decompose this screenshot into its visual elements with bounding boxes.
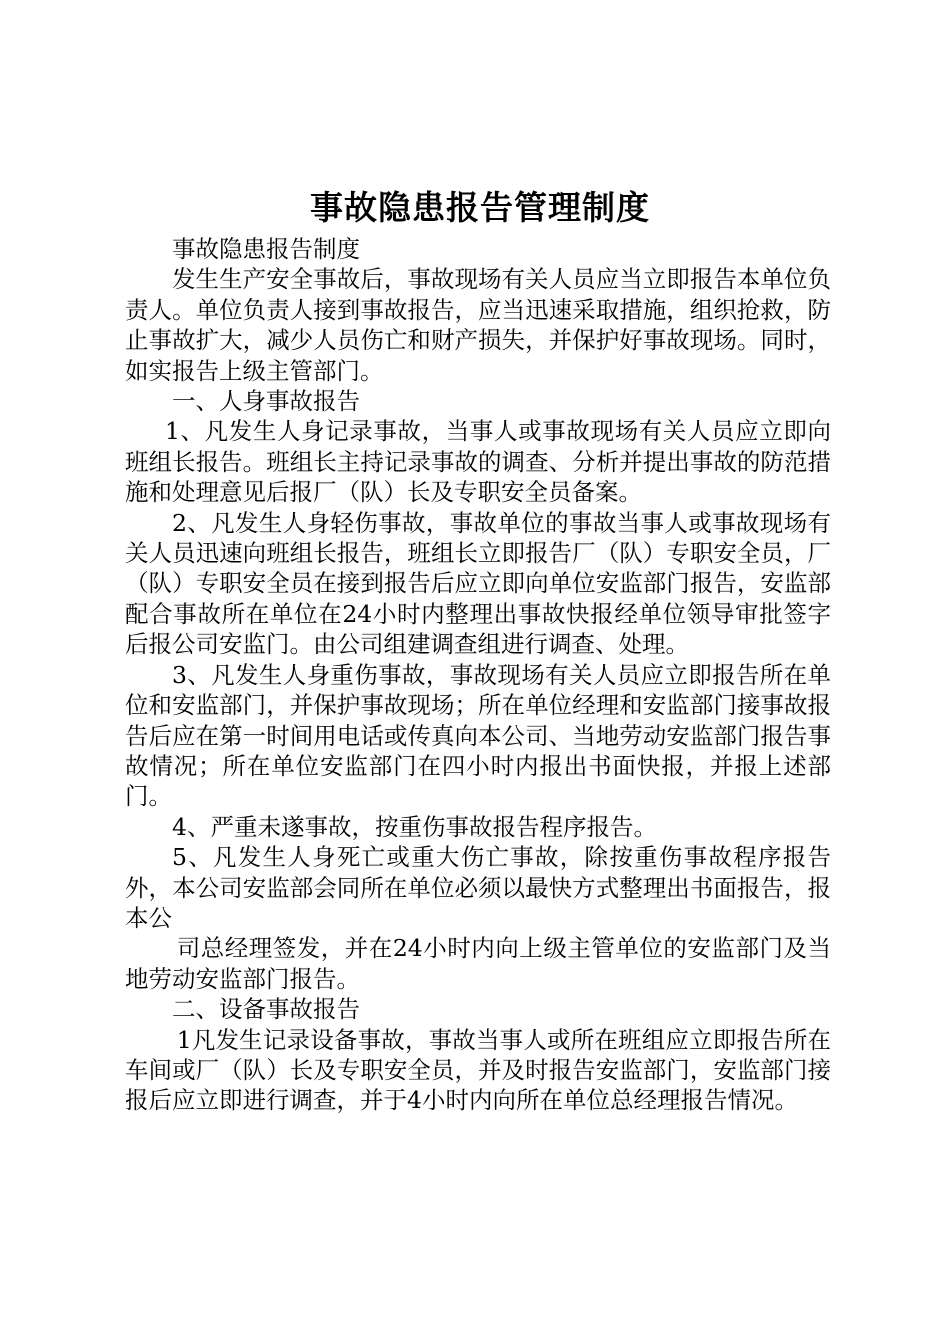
document-body <box>125 234 831 1116</box>
paragraph-item-4: 4、严重未遂事故，按重伤事故报告程序报告。 <box>172 812 657 841</box>
document-title: 事故隐患报告管理制度 <box>310 188 650 227</box>
paragraph-item-5-continued: 司总经理签发，并在24小时内向上级主管单位的安监部门及当地劳动安监部门报告。 <box>125 934 831 993</box>
paragraph-item-5: 5、凡发生人身死亡或重大伤亡事故，除按重伤事故程序报告外，本公司安监部会同所在单位必须以最快方式整理出书面报告，报本公 <box>125 843 831 932</box>
section-heading-equipment-accident: 二、设备事故报告 <box>172 995 360 1024</box>
paragraph-equipment-item-1: 1凡发生记录设备事故，事故当事人或所在班组应立即报告所在车间或厂（队）长及专职安全员，并及时报告安监部门，安监部门接报后应立即进行调查，并于4小时内向所在单位总经理报告情况。 <box>125 1025 831 1115</box>
section-heading-personal-accident: 一、人身事故报告 <box>172 387 360 416</box>
paragraph-subtitle: 事故隐患报告制度 <box>172 235 360 263</box>
paragraph-item-1: 1、凡发生人身记录事故，当事人或事故现场有关人员应立即向班组长报告。班组长主持记录事故的调查、分析并提出事故的防范措施和处理意见后报厂（队）长及专职安全员备案。 <box>125 417 831 507</box>
paragraph-intro: 发生生产安全事故后，事故现场有关人员应当立即报告本单位负责人。单位负责人接到事故报告，应当迅速采取措施，组织抢救，防止事故扩大，减少人员伤亡和财产损失，并保护好事故现场。同时，如实报告上级主管部门。 <box>125 265 831 385</box>
paragraph-item-3: 3、凡发生人身重伤事故，事故现场有关人员应立即报告所在单位和安监部门，并保护事故现场；所在单位经理和安监部门接事故报告后应在第一时间用电话或传真向本公司、当地劳动安监部门报告事故情况；所在单位安监部门在四小时内报出书面快报，并报上述部门。 <box>125 660 831 811</box>
paragraph-item-2: 2、凡发生人身轻伤事故，事故单位的事故当事人或事故现场有关人员迅速向班组长报告，班组长立即报告厂（队）专职安全员，厂（队）专职安全员在接到报告后应立即向单位安监部门报告，安监部配合事故所在单位在24小时内整理出事故快报经单位领导审批签字后报公司安监门。由公司组建调查组进行调查、处理。 <box>125 508 831 659</box>
